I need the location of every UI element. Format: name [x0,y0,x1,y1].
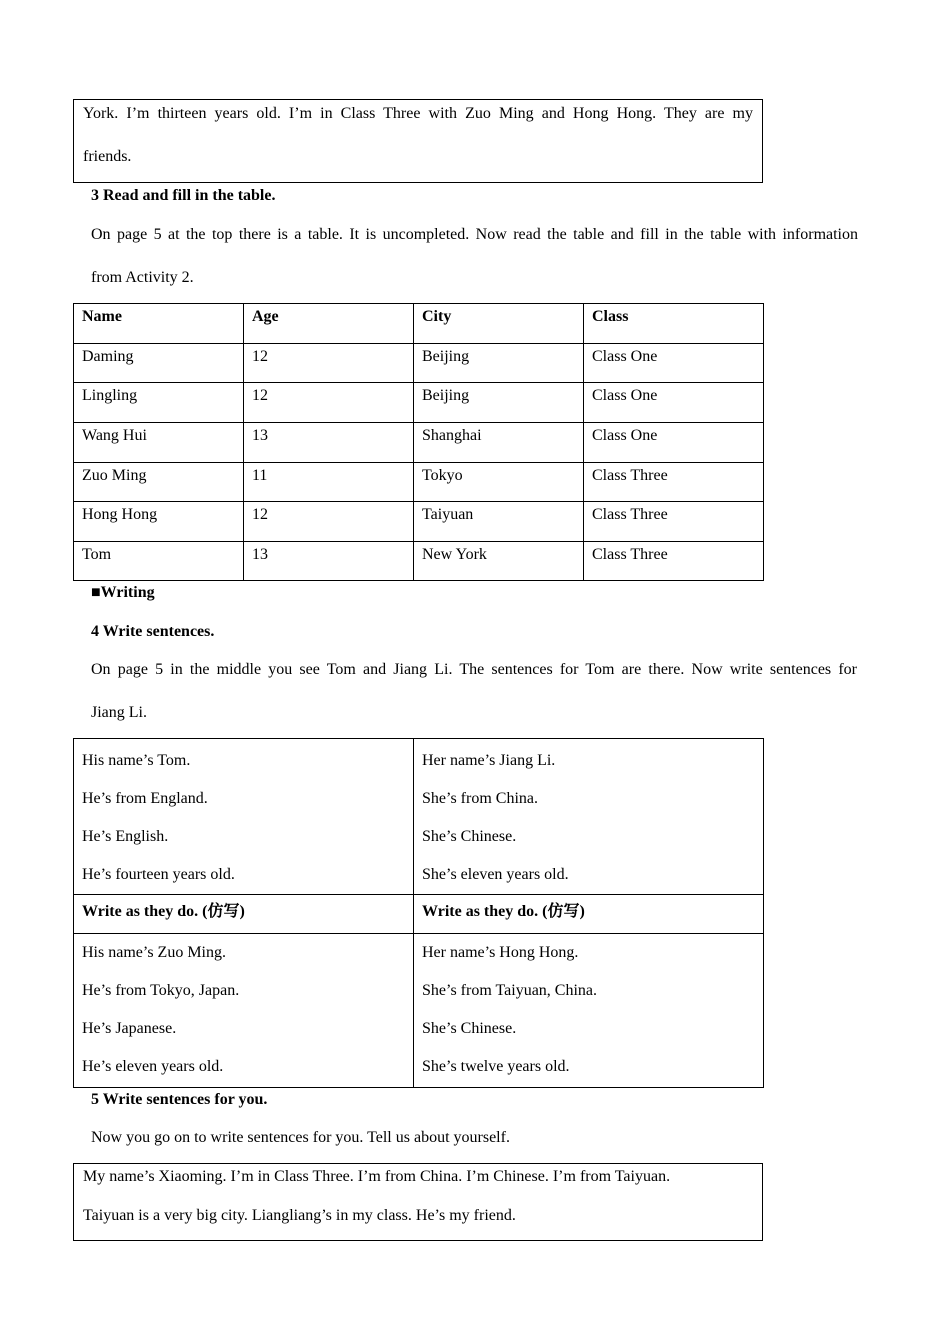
cell-age: 13 [244,542,414,581]
activity5-heading: 5 Write sentences for you. [91,1091,268,1108]
cell-city: Beijing [414,344,584,383]
cell-age: 11 [244,463,414,502]
table-row [74,423,764,463]
cell-name: Zuo Ming [74,463,244,502]
list-item: He’s from Tokyo, Japan. [82,982,240,999]
info-table-header-row [74,304,764,344]
answer-line-2: Taiyuan is a very big city. Liangliang’s in my class. He’s my friend. [83,1207,516,1224]
activity4-heading: 4 Write sentences. [91,623,215,640]
yourself-answer-box [73,1163,763,1241]
square-bullet-icon: ■ [91,584,101,601]
activity3-instruction-line-1: On page 5 at the top there is a table. It is uncompleted. Now read the table and fill in the table with information [91,226,858,243]
cell-class: Class Three [584,542,764,581]
activity3-instruction-line-2: from Activity 2. [91,269,194,286]
intro-line-2: friends. [83,148,132,165]
list-item: She’s twelve years old. [422,1058,570,1075]
answer-sentences-zuo-ming [74,934,414,1088]
activity3-heading: 3 Read and fill in the table. [91,187,276,204]
writing-title-text: Writing [100,584,155,601]
cell-name: Daming [74,344,244,383]
cell-class: Class One [584,383,764,423]
list-item: She’s from China. [422,790,538,807]
list-item: He’s fourteen years old. [82,866,235,883]
answer-sentences-hong-hong [414,934,764,1088]
cell-class: Class One [584,344,764,383]
cell-city: Shanghai [414,423,584,463]
list-item: She’s Chinese. [422,1020,517,1037]
activity4-instruction-line-2: Jiang Li. [91,704,147,721]
header-city: City [414,304,584,344]
write-as-they-do-row [74,895,764,934]
list-item: She’s from Taiyuan, China. [422,982,598,999]
activity5-instruction: Now you go on to write sentences for you. Tell us about yourself. [91,1129,510,1146]
sentences-table [73,738,764,1088]
list-item: He’s Japanese. [82,1020,177,1037]
list-item: She’s eleven years old. [422,866,569,883]
intro-line-1: York. I’m thirteen years old. I’m in Class Three with Zuo Ming and Hong Hong. They are my [83,105,753,122]
list-item: He’s eleven years old. [82,1058,224,1075]
header-age: Age [244,304,414,344]
list-item: He’s English. [82,828,169,845]
cell-city: Beijing [414,383,584,423]
cell-name: Hong Hong [74,502,244,542]
cell-name: Lingling [74,383,244,423]
cell-class: Class One [584,423,764,463]
model-sentences-tom [74,739,414,895]
model-sentences-row [74,739,764,895]
cell-class: Class Three [584,502,764,542]
list-item: Her name’s Hong Hong. [422,944,579,961]
header-name: Name [74,304,244,344]
cell-city: Tokyo [414,463,584,502]
cell-age: 12 [244,383,414,423]
model-sentences-jiang-li [414,739,764,895]
write-as-they-do-left: Write as they do. (仿写) [74,895,414,934]
table-row [74,542,764,581]
write-as-they-do-right: Write as they do. (仿写) [414,895,764,934]
list-item: His name’s Zuo Ming. [82,944,226,961]
intro-text-box [73,99,763,183]
cell-age: 12 [244,344,414,383]
list-item: She’s Chinese. [422,828,517,845]
list-item: His name’s Tom. [82,752,191,769]
table-row [74,502,764,542]
list-item: He’s from England. [82,790,208,807]
cell-class: Class Three [584,463,764,502]
activity4-instruction-line-1: On page 5 in the middle you see Tom and Jiang Li. The sentences for Tom are there. Now write sentences for [91,661,857,678]
cell-age: 12 [244,502,414,542]
cell-city: Taiyuan [414,502,584,542]
cell-name: Wang Hui [74,423,244,463]
table-row [74,463,764,502]
table-row [74,383,764,423]
answer-line-1: My name’s Xiaoming. I’m in Class Three. I’m from China. I’m Chinese. I’m from Taiyuan. [83,1168,671,1185]
cell-city: New York [414,542,584,581]
cell-name: Tom [74,542,244,581]
list-item: Her name’s Jiang Li. [422,752,556,769]
table-row [74,344,764,383]
cell-age: 13 [244,423,414,463]
header-class: Class [584,304,764,344]
info-table [73,303,764,581]
writing-section-title [91,583,155,603]
answer-sentences-row [74,934,764,1088]
